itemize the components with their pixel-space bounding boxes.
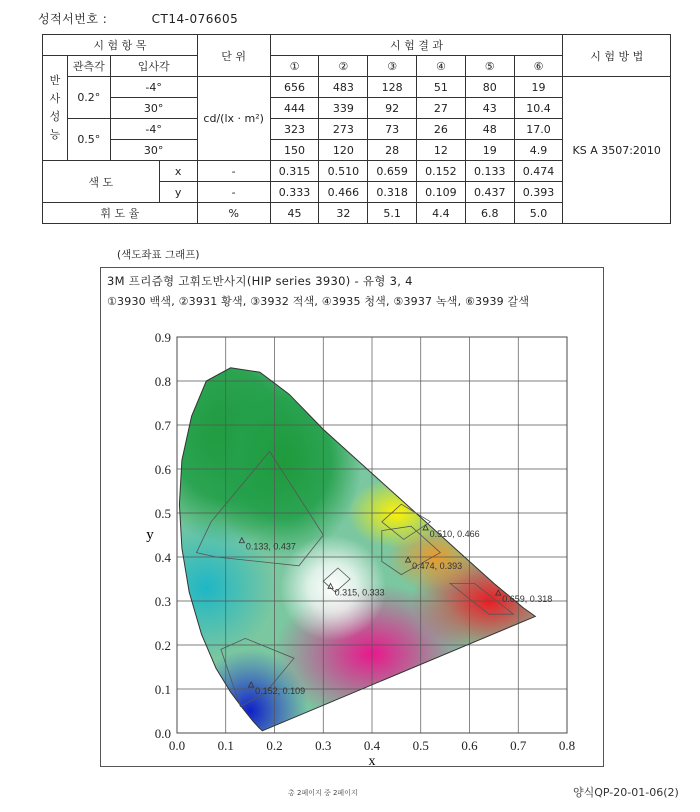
reflect-char: 반 <box>49 74 61 87</box>
table-cell: 4.9 <box>514 140 563 161</box>
table-cell: 444 <box>270 98 319 119</box>
graph-caption: (색도좌표 그래프) <box>117 249 200 261</box>
entrance-angle: -4° <box>110 77 197 98</box>
data-point-label: 0.133, 0.437 <box>245 541 296 552</box>
coord-x-label: x <box>159 161 197 182</box>
sample-id: ① <box>270 56 319 77</box>
obs-angle: 0.2° <box>68 77 111 119</box>
data-point-label: 0.315, 0.333 <box>334 587 385 598</box>
table-cell: 0.474 <box>514 161 563 182</box>
entrance-angle: 30° <box>110 98 197 119</box>
reflect-char: 성 <box>49 110 61 123</box>
x-tick-label: 0.0 <box>168 738 186 753</box>
table-cell: 26 <box>417 119 466 140</box>
footer-form-number: 양식QP-20-01-06(2) <box>573 786 679 799</box>
table-cell: 43 <box>465 98 514 119</box>
y-tick-label: 0.5 <box>154 506 171 521</box>
x-tick-label: 0.4 <box>363 738 381 753</box>
table-cell: 6.8 <box>465 203 514 224</box>
data-point-label: 0.474, 0.393 <box>412 561 463 572</box>
y-tick-label: 0.9 <box>154 330 171 345</box>
table-cell: 273 <box>319 119 368 140</box>
sample-id: ⑥ <box>514 56 563 77</box>
x-tick-label: 0.6 <box>461 738 478 753</box>
table-cell: 0.393 <box>514 182 563 203</box>
test-method: KS A 3507:2010 <box>563 77 671 224</box>
table-cell: 128 <box>368 77 417 98</box>
table-cell: 5.0 <box>514 203 563 224</box>
chart-legend: ①3930 백색, ②3931 황색, ③3932 적색, ④3935 청색, ⑤3937 녹색, ⑥3939 갈색 <box>107 295 530 308</box>
x-tick-label: 0.8 <box>558 738 576 753</box>
data-point-label: 0.510, 0.466 <box>429 528 480 539</box>
unit-dash: - <box>197 161 270 182</box>
footer-page-count: 총 2페이지 중 2페이지 <box>288 789 358 797</box>
table-cell: 28 <box>368 140 417 161</box>
y-tick-label: 0.0 <box>154 726 171 741</box>
unit-percent: % <box>197 203 270 224</box>
sample-id: ③ <box>368 56 417 77</box>
table-cell: 0.333 <box>270 182 319 203</box>
y-tick-label: 0.2 <box>154 638 171 653</box>
x-tick-label: 0.5 <box>412 738 429 753</box>
y-axis-label: y <box>146 527 154 543</box>
table-cell: 4.4 <box>417 203 466 224</box>
header-test-item: 시 험 항 목 <box>43 35 198 56</box>
data-point-label: 0.152, 0.109 <box>255 686 306 697</box>
table-cell: 32 <box>319 203 368 224</box>
coord-y-label: y <box>159 182 197 203</box>
unit-cd: cd/(lx · m²) <box>197 77 270 161</box>
y-tick-label: 0.7 <box>154 418 171 433</box>
table-cell: 0.109 <box>417 182 466 203</box>
table-cell: 0.315 <box>270 161 319 182</box>
table-cell: 150 <box>270 140 319 161</box>
table-cell: 0.437 <box>465 182 514 203</box>
table-cell: 19 <box>514 77 563 98</box>
table-cell: 323 <box>270 119 319 140</box>
table-cell: 17.0 <box>514 119 563 140</box>
x-tick-label: 0.2 <box>266 738 283 753</box>
header-test-result: 시 험 결 과 <box>270 35 563 56</box>
table-cell: 0.152 <box>417 161 466 182</box>
table-cell: 92 <box>368 98 417 119</box>
report-number-label: 성적서번호 : <box>38 12 108 26</box>
table-cell: 0.318 <box>368 182 417 203</box>
table-cell: 45 <box>270 203 319 224</box>
y-tick-label: 0.4 <box>154 550 171 565</box>
table-cell: 5.1 <box>368 203 417 224</box>
header-test-method: 시 험 방 법 <box>563 35 671 77</box>
header-observation-angle: 관측각 <box>68 56 111 77</box>
table-cell: 339 <box>319 98 368 119</box>
y-tick-label: 0.8 <box>154 374 171 389</box>
header-unit: 단 위 <box>197 35 270 77</box>
table-cell: 48 <box>465 119 514 140</box>
chart-title: 3M 프리즘형 고휘도반사지(HIP series 3930) - 유형 3, 4 <box>107 274 413 288</box>
table-cell: 51 <box>417 77 466 98</box>
y-tick-label: 0.6 <box>154 462 171 477</box>
chromaticity-label: 색 도 <box>43 161 160 203</box>
table-cell: 0.133 <box>465 161 514 182</box>
header-entrance-angle: 입사각 <box>110 56 197 77</box>
luminance-label: 휘 도 율 <box>43 203 198 224</box>
report-number: CT14-076605 <box>151 12 239 26</box>
table-cell: 27 <box>417 98 466 119</box>
table-cell: 120 <box>319 140 368 161</box>
table-cell: 73 <box>368 119 417 140</box>
reflect-char: 사 <box>49 92 61 105</box>
obs-angle: 0.5° <box>68 119 111 161</box>
sample-id: ② <box>319 56 368 77</box>
table-cell: 0.510 <box>319 161 368 182</box>
table-cell: 0.466 <box>319 182 368 203</box>
sample-id: ④ <box>417 56 466 77</box>
entrance-angle: 30° <box>110 140 197 161</box>
reflect-char: 능 <box>49 128 61 141</box>
unit-dash: - <box>197 182 270 203</box>
table-cell: 656 <box>270 77 319 98</box>
table-cell: 10.4 <box>514 98 563 119</box>
table-cell: 80 <box>465 77 514 98</box>
entrance-angle: -4° <box>110 119 197 140</box>
sample-id: ⑤ <box>465 56 514 77</box>
table-cell: 0.659 <box>368 161 417 182</box>
y-tick-label: 0.1 <box>154 682 171 697</box>
y-tick-label: 0.3 <box>154 594 171 609</box>
data-point-label: 0.659, 0.318 <box>502 594 553 605</box>
x-tick-label: 0.7 <box>510 738 527 753</box>
x-tick-label: 0.3 <box>315 738 332 753</box>
table-cell: 12 <box>417 140 466 161</box>
table-cell: 19 <box>465 140 514 161</box>
x-tick-label: 0.1 <box>217 738 234 753</box>
x-axis-label: x <box>368 754 376 769</box>
table-cell: 483 <box>319 77 368 98</box>
